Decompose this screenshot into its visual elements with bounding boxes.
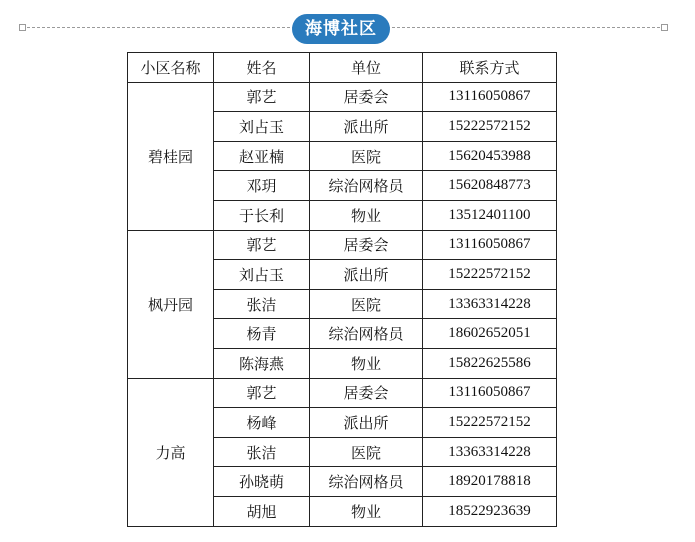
phone-cell: 15222572152 <box>423 408 557 438</box>
phone-cell: 13116050867 <box>423 230 557 260</box>
name-cell: 张洁 <box>214 437 310 467</box>
unit-cell: 医院 <box>310 141 423 171</box>
phone-cell: 15620848773 <box>423 171 557 201</box>
unit-cell: 医院 <box>310 289 423 319</box>
phone-cell: 13363314228 <box>423 437 557 467</box>
header-community: 小区名称 <box>128 53 214 83</box>
section-title: 海博社区 <box>292 14 390 44</box>
phone-cell: 15222572152 <box>423 260 557 290</box>
phone-cell: 13363314228 <box>423 289 557 319</box>
community-cell: 力高 <box>128 378 214 526</box>
table-header <box>128 53 557 83</box>
unit-cell: 医院 <box>310 437 423 467</box>
unit-cell: 物业 <box>310 348 423 378</box>
table-body <box>128 82 557 526</box>
unit-cell: 居委会 <box>310 378 423 408</box>
name-cell: 胡旭 <box>214 496 310 526</box>
name-cell: 刘占玉 <box>214 260 310 290</box>
community-cell: 枫丹园 <box>128 230 214 378</box>
table-row <box>128 378 557 408</box>
phone-cell: 13116050867 <box>423 378 557 408</box>
name-cell: 邓玥 <box>214 171 310 201</box>
phone-cell: 18522923639 <box>423 496 557 526</box>
name-cell: 陈海燕 <box>214 348 310 378</box>
divider-left-cap <box>19 24 26 31</box>
phone-cell: 18602652051 <box>423 319 557 349</box>
name-cell: 张洁 <box>214 289 310 319</box>
section-title-bar <box>0 12 695 44</box>
phone-cell: 15822625586 <box>423 348 557 378</box>
unit-cell: 派出所 <box>310 112 423 142</box>
name-cell: 郭艺 <box>214 82 310 112</box>
unit-cell: 综治网格员 <box>310 319 423 349</box>
divider-right-cap <box>661 24 668 31</box>
header-row <box>128 53 557 83</box>
header-contact: 联系方式 <box>423 53 557 83</box>
contacts-table <box>127 52 557 527</box>
unit-cell: 物业 <box>310 200 423 230</box>
name-cell: 刘占玉 <box>214 112 310 142</box>
phone-cell: 15222572152 <box>423 112 557 142</box>
crop-edge <box>120 528 570 542</box>
community-cell: 碧桂园 <box>128 82 214 230</box>
name-cell: 杨青 <box>214 319 310 349</box>
name-cell: 郭艺 <box>214 378 310 408</box>
name-cell: 孙晓萌 <box>214 467 310 497</box>
table-row <box>128 82 557 112</box>
name-cell: 赵亚楠 <box>214 141 310 171</box>
phone-cell: 15620453988 <box>423 141 557 171</box>
name-cell: 于长利 <box>214 200 310 230</box>
phone-cell: 13512401100 <box>423 200 557 230</box>
unit-cell: 居委会 <box>310 82 423 112</box>
unit-cell: 派出所 <box>310 260 423 290</box>
phone-cell: 18920178818 <box>423 467 557 497</box>
name-cell: 郭艺 <box>214 230 310 260</box>
phone-cell: 13116050867 <box>423 82 557 112</box>
header-unit: 单位 <box>310 53 423 83</box>
unit-cell: 居委会 <box>310 230 423 260</box>
table-row <box>128 230 557 260</box>
unit-cell: 综治网格员 <box>310 467 423 497</box>
name-cell: 杨峰 <box>214 408 310 438</box>
header-name: 姓名 <box>214 53 310 83</box>
unit-cell: 综治网格员 <box>310 171 423 201</box>
unit-cell: 物业 <box>310 496 423 526</box>
unit-cell: 派出所 <box>310 408 423 438</box>
